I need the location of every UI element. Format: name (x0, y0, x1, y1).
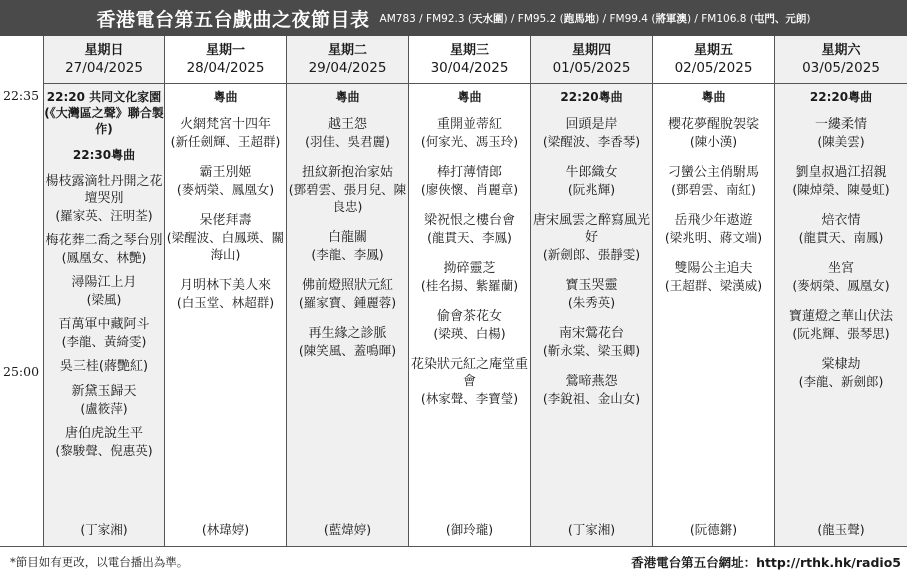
program-cast: (黎駿聲、倪惠英) (55, 443, 153, 458)
program-item (409, 116, 530, 150)
program-title: 唐伯虎說生平 (64, 426, 143, 441)
program-cast: (廖俠懷、肖麗章) (420, 182, 519, 197)
program-item (287, 116, 408, 150)
freq-text: AM783 / FM92.3 ( (379, 12, 472, 25)
program-item (44, 173, 164, 224)
program-cast: (陳笑風、蓋鳴暉) (298, 343, 397, 358)
freq-text: ) / FM99.4 ( (595, 12, 656, 25)
day-header (775, 36, 907, 84)
host-name: (丁家湘) (567, 522, 616, 537)
program-cast: (龍貫天、李鳳) (427, 230, 512, 245)
host-name: (藍煒婷) (323, 522, 372, 537)
time-mid-label: 25:00 (3, 364, 40, 379)
program-title: 再生緣之診脈 (308, 326, 387, 341)
day-name: 星期三 (449, 43, 489, 58)
day-name: 星期四 (571, 43, 611, 58)
program-cast: (羅家寶、鍾麗蓉) (298, 295, 397, 310)
day-header (44, 36, 164, 84)
program-item (531, 325, 652, 359)
program-cast: (羅家英、汪明荃) (55, 208, 153, 223)
program-cast: (羽佳、吳君麗) (305, 134, 390, 149)
program-item (653, 116, 774, 150)
day-date: 03/05/2025 (802, 60, 880, 76)
day-body (775, 84, 907, 546)
program-title: 回頭是岸 (565, 117, 618, 132)
program-item (531, 116, 652, 150)
program-item (409, 212, 530, 246)
program-cast: (李龍、李鳳) (311, 247, 384, 262)
footer (0, 546, 907, 576)
host-name: (丁家湘) (80, 522, 128, 537)
program-cast: (朱秀英) (567, 295, 616, 310)
program-cast: (梁醒波、李香琴) (542, 134, 641, 149)
day-date: 30/04/2025 (430, 60, 509, 76)
program-cast: (桂名揚、紫羅蘭) (420, 278, 519, 293)
host-name: (御玲瓏) (445, 522, 494, 537)
frequency-list (380, 11, 811, 26)
day-column-tuesday (287, 36, 409, 546)
program-cast: (鄧碧雲、張月兒、陳良忠) (288, 182, 407, 214)
program-title: 唐宋風雲之醉寫風光好 (532, 213, 650, 245)
program-item (531, 373, 652, 407)
program-item (44, 232, 164, 266)
day-column-thursday (531, 36, 653, 546)
program-item (653, 260, 774, 294)
program-cast: (李龍、黃綺雯) (61, 334, 147, 349)
program-item (287, 277, 408, 311)
program-cast: (何家光、馮玉玲) (420, 134, 519, 149)
program-cast: (鄧碧雲、南紅) (671, 182, 756, 197)
genre-label: 粵曲 (213, 90, 238, 104)
schedule-title: 香港電台第五台戲曲之夜節目表 (96, 8, 370, 31)
disclaimer-note: *節目如有更改，以電台播出為準。 (10, 554, 189, 569)
day-header (531, 36, 652, 84)
genre-label: 22:20粵曲 (560, 90, 623, 104)
program-title: 偷會茶花女 (436, 309, 502, 324)
program-cast: (陳焯榮、陳曼虹) (792, 182, 890, 197)
program-title: 火網梵宮十四年 (179, 117, 271, 132)
program-title: 重開並蒂紅 (436, 117, 502, 132)
program-item (531, 164, 652, 198)
program-item (653, 164, 774, 198)
time-start-label: 22:35 (3, 88, 40, 103)
program-cast: (梁醒波、白鳳瑛、關海山) (166, 230, 285, 262)
schedule-grid (0, 36, 907, 546)
program-title: 楊枝露滴牡丹開之花壇哭別 (45, 174, 163, 206)
program-title: 棒打薄情郎 (436, 165, 502, 180)
day-column-monday (165, 36, 287, 546)
day-name: 星期二 (327, 43, 367, 58)
program-item (409, 356, 530, 407)
program-cast: (李銳祖、金山女) (542, 391, 641, 406)
program-title: 梁祝恨之樓台會 (423, 213, 515, 228)
program-item (287, 164, 408, 215)
program-title: 焙衣情 (821, 213, 861, 228)
program-cast: (麥炳榮、鳳凰女) (792, 278, 890, 293)
day-header (287, 36, 408, 84)
program-item (165, 212, 286, 263)
program-cast: (龍貫天、南鳳) (798, 230, 884, 245)
time-column (0, 36, 44, 546)
program-cast: (陳美雲) (817, 134, 865, 149)
program-title: 坐宮 (827, 261, 854, 276)
day-name: 星期日 (84, 43, 124, 58)
program-title: 刁蠻公主俏駙馬 (667, 165, 759, 180)
program-title: 雙陽公主追夫 (674, 261, 753, 276)
program-cast: (李龍、新劍郎) (798, 374, 884, 389)
program-title: 呆佬拜壽 (199, 213, 252, 228)
program-item (775, 116, 907, 150)
program-title: 梅花葬二喬之琴台別 (45, 233, 163, 248)
day-column-saturday (775, 36, 907, 546)
program-item (653, 212, 774, 246)
program-item (44, 316, 164, 350)
day-header (409, 36, 530, 84)
program-title: 南宋鶯花台 (558, 326, 624, 341)
program-title: 岳飛少年遨遊 (674, 213, 753, 228)
program-title: 寶玉哭靈 (565, 278, 618, 293)
program-cast: (白玉堂、林超群) (176, 295, 275, 310)
program-item (44, 425, 164, 459)
day-body (409, 84, 530, 546)
program-title: 劉皇叔過江招親 (795, 165, 887, 180)
program-title: 拗碎靈芝 (443, 261, 496, 276)
day-header (165, 36, 286, 84)
program-title: 佛前燈照狀元紅 (301, 278, 393, 293)
day-name: 星期六 (821, 43, 861, 58)
freq-text: ) / FM95.2 ( (503, 12, 564, 25)
day-column-friday (653, 36, 775, 546)
program-cast: (盧筱萍) (80, 401, 128, 416)
program-item (775, 260, 907, 294)
freq-area: 屯門、元朗 (753, 12, 807, 25)
program-title: 花染狀元紅之庵堂重會 (410, 357, 528, 389)
program-item (775, 164, 907, 198)
program-item (165, 277, 286, 311)
program-item (44, 274, 164, 308)
day-date: 02/05/2025 (674, 60, 753, 76)
program-item (165, 116, 286, 150)
day-date: 28/04/2025 (186, 60, 265, 76)
program-item (44, 383, 164, 417)
program-cast: (阮兆輝) (567, 182, 616, 197)
program-cast: (鳳凰女、林艷) (61, 250, 147, 265)
day-body (165, 84, 286, 546)
genre-label: 粵曲 (457, 90, 482, 104)
program-title: 棠棣劫 (821, 357, 861, 372)
freq-area: 天水圍 (471, 12, 504, 25)
host-name: (阮德鏘) (689, 522, 738, 537)
program-title: 鶯啼燕怨 (565, 374, 618, 389)
day-body (287, 84, 408, 546)
program-item (531, 212, 652, 263)
program-item (409, 308, 530, 342)
program-cast: (麥炳榮、鳳凰女) (176, 182, 275, 197)
day-date: 29/04/2025 (308, 60, 387, 76)
program-cast: (阮兆輝、張琴思) (792, 326, 890, 341)
freq-text: ) / FM106.8 ( (686, 12, 754, 25)
day-name: 星期一 (205, 43, 245, 58)
genre-label: 22:20粵曲 (809, 90, 873, 104)
day-body (44, 84, 164, 546)
day-header (653, 36, 774, 84)
program-item (409, 260, 530, 294)
day-date: 27/04/2025 (65, 60, 143, 76)
program-item (775, 212, 907, 246)
day-body (531, 84, 652, 546)
freq-area: 將軍澳 (655, 12, 687, 25)
program-title: 寶蓮燈之華山伏法 (788, 309, 893, 324)
day-body (653, 84, 774, 546)
program-title: 月明林下美人來 (179, 278, 271, 293)
website-link[interactable]: 香港電台第五台網址：http://rthk.hk/radio5 (631, 554, 901, 570)
genre-label: 粵曲 (335, 90, 360, 104)
program-title: 櫻花夢醒脫袈裟 (667, 117, 759, 132)
coproduction-note: (《大灣區之聲》聯合製作) (44, 106, 164, 136)
program-item (775, 308, 907, 342)
day-column-wednesday (409, 36, 531, 546)
program-item (409, 164, 530, 198)
program-item (531, 277, 652, 311)
program-title: 白龍關 (327, 230, 367, 245)
host-name: (龍玉聲) (817, 522, 865, 537)
day-date: 01/05/2025 (552, 60, 631, 76)
program-title: 新黛玉歸天 (71, 384, 137, 399)
day-column-sunday (44, 36, 165, 546)
program-title: 百萬軍中藏阿斗 (58, 317, 150, 332)
program-title: 扭紋新抱治家姑 (301, 165, 393, 180)
day-name: 星期五 (693, 43, 733, 58)
program-item (165, 164, 286, 198)
program-cast: (梁風) (86, 292, 122, 307)
program-cast: (林家聲、李寶瑩) (420, 391, 519, 406)
program-title: 越王怨 (327, 117, 367, 132)
program-title: 吳三桂(蔣艷紅) (59, 359, 149, 374)
genre-label: 22:20 共同文化家園 (46, 90, 162, 104)
program-cast: (靳永棠、梁玉卿) (542, 343, 641, 358)
program-title: 霸王別姬 (199, 165, 252, 180)
genre-label: 粵曲 (701, 90, 726, 104)
program-cast: (梁瑛、白楊) (433, 326, 506, 341)
program-item (775, 356, 907, 390)
program-item (44, 358, 164, 375)
genre-label: 22:30粵曲 (72, 148, 136, 162)
program-cast: (新任劍輝、王超群) (170, 134, 281, 149)
program-cast: (梁兆明、蔣文端) (664, 230, 763, 245)
schedule-title-bar (0, 0, 907, 36)
program-cast: (陳小漢) (689, 134, 738, 149)
program-item (287, 229, 408, 263)
program-cast: (新劍郎、張靜雯) (542, 247, 641, 262)
freq-text: ) (806, 12, 811, 25)
program-cast: (王超群、梁漢威) (664, 278, 763, 293)
program-item (287, 325, 408, 359)
freq-area: 跑馬地 (563, 12, 596, 25)
host-name: (林瑋婷) (201, 522, 250, 537)
program-title: 潯陽江上月 (71, 275, 137, 290)
program-title: 牛郎織女 (565, 165, 618, 180)
program-title: 一縷柔情 (814, 117, 867, 132)
